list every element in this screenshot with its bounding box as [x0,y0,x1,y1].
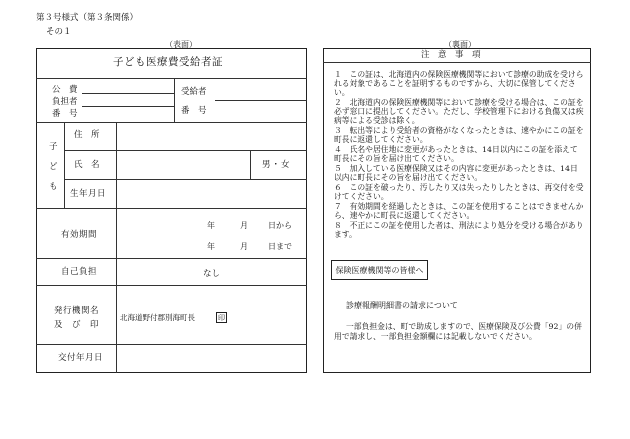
divider [36,78,307,79]
copay-value: なし [203,269,221,279]
note-item: ７ 有効期間を経過したときは、この証を使用することはできませんから、速やかに町長に返還してください。 [334,202,584,220]
payer-field-line [82,106,174,107]
note-item: ５ 加入している医療保険又はその内容に変更があったときは、14日以内に町長にその旨を届け出てください。 [334,164,578,182]
name-label: 氏 名 [74,160,100,170]
claim-text: 一部負担金は、町で助成しますので、医療保険及び公費「92」の併用で請求し、一部負担金額欄には記載しないでください。 [334,322,582,341]
divider [116,208,117,373]
divider [64,179,307,180]
front-side-label: （表面） [165,40,197,49]
payer-label-2: 負担者 [52,97,78,107]
child-label-3: も [49,182,58,192]
seal-mark: 印 [218,313,225,322]
validity-from-year: 年 [207,221,215,230]
recipient-field-line [215,100,307,101]
validity-from-month: 月 [240,221,248,230]
payer-label-1: 公 費 [52,85,78,95]
divider [36,122,307,123]
payer-field-line [82,93,174,94]
validity-to-day: 日まで [268,242,292,251]
divider [323,62,591,63]
validity-from-day: 日から [268,221,292,230]
divider [116,122,117,208]
payer-label-3: 番 号 [52,109,78,119]
validity-to-year: 年 [207,242,215,251]
recipient-number-label: 番 号 [181,106,207,116]
note-item: ３ 転出等により受給者の資格がなくなったときは、速やかにこの証を町長に返還してください。 [334,126,584,144]
notes-list [334,70,584,239]
divider [36,285,307,286]
validity-label: 有効期間 [61,230,98,240]
sex-options: 男・女 [262,160,291,170]
form-number-label: 第３号様式（第３条関係） [36,13,139,23]
issuer-label-1: 発行機関名 [54,306,100,316]
divider [250,150,251,179]
divider [174,78,175,122]
issuer-value: 北海道野付郡別海町長 [120,313,195,322]
guide-box: 保険医療機関等の皆様へ [331,260,428,280]
issuer-label-2: 及 び 印 [54,320,100,330]
form-sub-label: その１ [46,27,72,37]
note-item: ８ 不正にこの証を使用した者は、刑法により処分を受ける場合があります。 [334,221,584,239]
note-item: ４ 氏名や居住地に変更があったときは、14日以内にこの証を添えて町長にその旨を届け出てください。 [334,145,578,163]
address-label: 住 所 [74,130,100,140]
claim-heading: 診療報酬明細書の請求について [346,301,458,310]
validity-to-month: 月 [240,242,248,251]
divider [36,208,307,209]
notes-title: 注 意 事 項 [421,50,481,60]
note-item: １ この証は、北海道内の保険医療機関等において診療の助成を受けられる対象であることを証明するものですから、大切に保管してください。 [334,70,584,97]
divider [36,258,307,259]
child-label-2: ど [49,162,58,172]
child-label-1: 子 [49,142,58,152]
issue-date-label: 交付年月日 [58,353,104,363]
note-item: ６ この証を破ったり、汚したり又は失ったりしたときは、再交付を受けてください。 [334,183,584,201]
recipient-label: 受給者 [181,87,207,97]
divider [64,150,307,151]
card-title: 子ども医療費受給者証 [113,56,223,68]
copay-label: 自己負担 [61,267,98,277]
back-side-label: （裏面） [444,40,476,49]
note-item: ２ 北海道内の保険医療機関等において診療を受ける場合は、この証を必ず窓口に提出してください。ただし、学校管理下における負傷又は疾病等による受診は除く。 [334,98,584,125]
divider [36,344,307,345]
divider [64,122,65,208]
birth-date-label: 生年月日 [70,189,107,199]
